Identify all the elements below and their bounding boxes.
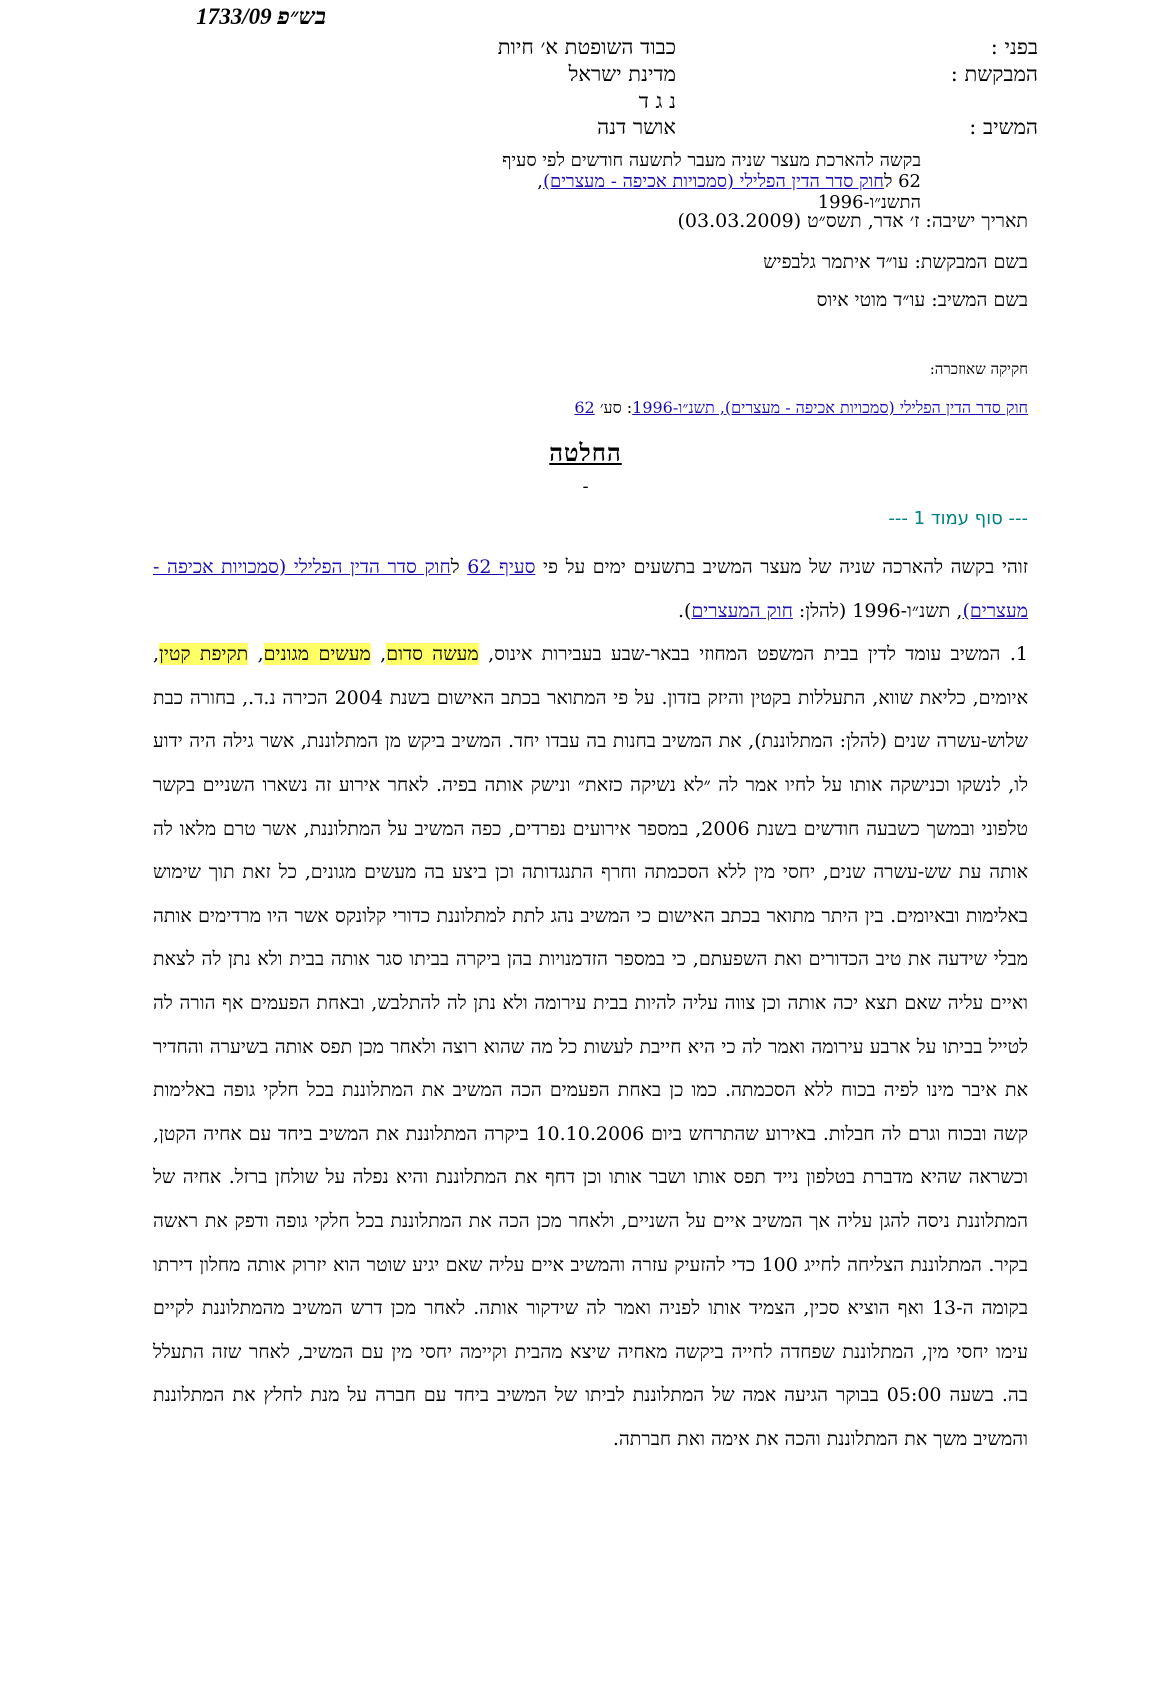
legislation-ref <box>574 398 1028 418</box>
law-link-request[interactable]: חוק סדר הדין הפלילי (סמכויות אכיפה - מעצרים) <box>542 171 884 192</box>
respondent-label: המשיב : <box>969 115 1038 139</box>
legislation-section-label: : סע׳ <box>599 398 633 417</box>
para1-rest: , איומים, כליאת שווא, התעללות בקטין והיזק בזדון. על פי המתואר בכתב האישום בשנת 2004 הכירה נ.ד., בחורה כבת שלוש-עשרה שנים (להלן: המתלוננת), את המשיב בחנות בה עבדו יחד. המשיב ביקש מן המתלוננת, אשר גילה היה ידוע לו, לנשקו וכנישקה אותו על לחיו אמר לה ״לא נשיקה כזאת״ ונישק אותה בפיה. לאחר אירוע זה נשארו השניים בקשר טלפוני ובמשך כשבעה חודשים בשנת 2006, במספר אירועים נפרדים, כפה המשיב על המתלוננת, אשר טרם מלאו לה אותה עת שש-עשרה שנים, יחסי מין ללא הסכמתה וחרף התנגדותה וכן ביצע בה מעשים מגונים, כל זאת תוך שימוש באלימות ובאיומים. בין היתר מתואר בכתב האישום כי המשיב נהג לתת למתלוננת כדורי קלונקס אשר היו מרדימים אותה מבלי שידעה את טיב הכדורים ואת השפעתם, כי במספר הזדמנויות בהן ביקרה בביתו סגר אותה בבית ולא נתן לה לצאת ואיים עליה שאם תצא יכה אותה וכן צווה עליה להיות בבית עירומה ולא נתן לה להתלבש, ובאחת הפעמים אף הורה לה לטייל בביתו על ארבע עירומה ואמר לה כי היא חייבת לעשות כל מה שהוא רוצה ולאחר מכן תפס אותה בשיערה והחדיר את איבר מינו לפיה בכוח ללא הסכמתה. כמו כן באחת הפעמים הכה המשיב את המתלוננת בכל חלקי גופה באלימות קשה ובכוח וגרם לה חבלות. באירוע שהתרחש ביום 10.10.2006 ביקרה המתלוננת את המשיב ביחד עם אחיה הקטן, וכשראה שהיא מדברת בטלפון נייד תפס אותו ושבר אותו וכן דחף את המתלוננת והיא נפלה על שולחן ברזל. אחיה של המתלוננת ניסה להגן עליה אך המשיב איים על השניים, ולאחר מכן הכה את המתלוננת בכל חלקי גופה ודפק את ראשה בקיר. המתלוננת הצליחה לחייג 100 כדי להזעיק עזרה והמשיב איים עליה שאם יגיע שוטר הוא יזרוק אותה מחלון דירתו בקומה ה-13 ואף הוציא סכין, הצמיד אותו לפניה ואמר לה שידקור אותה. לאחר מכן דרש המשיב מהמתלוננת לקיים עימו יחסי מין, המתלוננת שפחדה לחייה ביקשה מאחיה שיצא מהבית וקיימה יחסי מין עם המשיב, לאחר שזה התעלל בה. בשעה 05:00 בבוקר הגיעה אמה של המתלוננת לביתו של המשיב ביחד עם חברה על מנת לחלץ את המתלוננת והמשיב משך את המתלוננת והכה את אימה ואת חברתה. <box>153 643 1029 1450</box>
intro-text-3: , תשנ״ו-1996 (להלן: <box>792 599 963 622</box>
request-description <box>491 150 921 213</box>
applicant-value: מדינת ישראל <box>568 62 676 86</box>
intro-paragraph <box>153 546 1028 633</box>
intro-text-1: זוהי בקשה להארכה שניה של מעצר המשיב בתשעים ימים על פי <box>535 556 1029 578</box>
versus-text: נ ג ד <box>638 89 676 113</box>
decision-title: החלטה <box>549 438 622 467</box>
legislation-section-link[interactable]: 62 <box>574 398 595 417</box>
law-link-intro[interactable]: חוק סדר הדין הפלילי (סמכויות אכיפה - מעצרים) <box>153 556 1028 622</box>
section-62-link[interactable]: סעיף 62 <box>467 556 536 578</box>
request-line-1: בקשה להארכת מעצר שניה מעבר לתשעה חודשים לפי סעיף <box>502 150 921 171</box>
para1-sep2: , <box>248 643 264 666</box>
decision-body <box>153 546 1028 1461</box>
respondent-value: אושר דנה <box>597 115 676 139</box>
highlight-minor-assault: תקיפת קטין <box>159 643 249 666</box>
intro-text-2: ל <box>450 556 468 578</box>
counsel-applicant: בשם המבקשת: עו״ד איתמר גלבפיש <box>763 251 1028 273</box>
applicant-label: המבקשת : <box>950 62 1038 86</box>
legislation-law-link[interactable]: חוק סדר הדין הפלילי (סמכויות אכיפה - מעצרים), תשנ״ו-1996 <box>632 398 1028 417</box>
case-number: בש״פ 1733/09 <box>196 4 326 29</box>
before-value: כבוד השופטת א׳ חיות <box>497 35 676 59</box>
paragraph-1 <box>153 633 1028 1461</box>
request-prefix: 62 ל <box>883 171 921 192</box>
separator: - <box>582 476 589 497</box>
before-label: בפני : <box>990 35 1038 59</box>
request-suffix: , <box>537 171 543 192</box>
hearing-date: תאריך ישיבה: ז׳ אדר, תשס״ט (03.03.2009) <box>677 210 1028 232</box>
counsel-respondent: בשם המשיב: עו״ד מוטי איוס <box>816 289 1028 311</box>
intro-text-4: ). <box>677 599 692 622</box>
highlight-indecent-acts: מעשים מגונים <box>263 643 371 666</box>
legislation-title: חקיקה שאוזכרה: <box>929 360 1028 378</box>
page-end-marker: --- סוף עמוד 1 --- <box>888 508 1028 529</box>
para1-start: 1. המשיב עומד לדין בבית המשפט המחוזי בבאר-שבע בעבירות אינוס, <box>478 643 1028 666</box>
highlight-sodomy: מעשה סדום <box>386 643 479 666</box>
arrests-law-link[interactable]: חוק המעצרים <box>691 599 793 622</box>
para1-sep1: , <box>370 643 387 666</box>
request-line-2 <box>491 171 921 192</box>
request-line-3: התשנ״ו-1996 <box>817 192 921 213</box>
